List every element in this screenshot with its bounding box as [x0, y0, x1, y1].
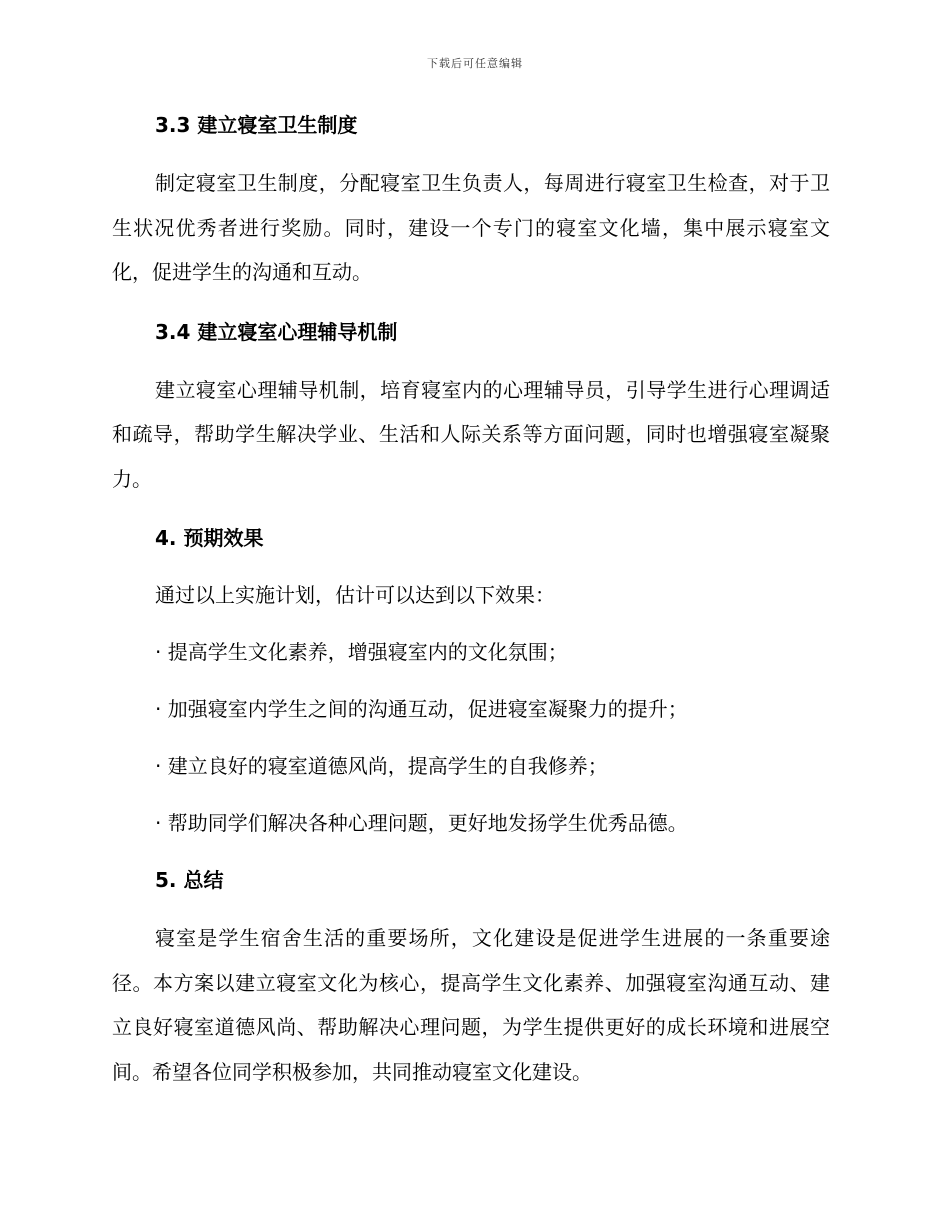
list-item: · 帮助同学们解决各种心理问题，更好地发扬学生优秀品德。	[155, 811, 688, 835]
section-heading-4: 4. 预期效果	[155, 526, 264, 550]
section-intro-4: 通过以上实施计划，估计可以达到以下效果：	[155, 583, 555, 607]
section-heading-5: 5. 总结	[155, 868, 224, 892]
document-body	[112, 108, 830, 1094]
page-header: 下载后可任意编辑	[427, 57, 523, 70]
section-heading-3-4: 3.4 建立寝室心理辅导机制	[155, 319, 398, 344]
section-heading-3-3: 3.3 建立寝室卫生制度	[155, 113, 358, 137]
list-item: · 提高学生文化素养，增强寝室内的文化氛围；	[155, 640, 568, 664]
list-item: · 加强寝室内学生之间的沟通互动，促进寝室凝聚力的提升；	[155, 697, 688, 721]
section-paragraph-5: 寝室是学生宿舍生活的重要场所，文化建设是促进学生进展的一条重要途径。本方案以建立寝室文化为核心，提高学生文化素养、加强寝室沟通互动、建立良好寝室道德风尚、帮助解决心理问题，为学生提供更好的成长环境和进展空间。希望各位同学积极参加，共同推动寝室文化建设。	[112, 926, 830, 1084]
section-paragraph-3-4: 建立寝室心理辅导机制，培育寝室内的心理辅导员，引导学生进行心理调适和疏导，帮助学生解决学业、生活和人际关系等方面问题，同时也增强寝室凝聚力。	[112, 377, 830, 491]
list-item: · 建立良好的寝室道德风尚，提高学生的自我修养；	[155, 754, 608, 778]
section-paragraph-3-3: 制定寝室卫生制度，分配寝室卫生负责人，每周进行寝室卫生检查，对于卫生状况优秀者进行奖励。同时，建设一个专门的寝室文化墙，集中展示寝室文化，促进学生的沟通和互动。	[112, 171, 830, 284]
